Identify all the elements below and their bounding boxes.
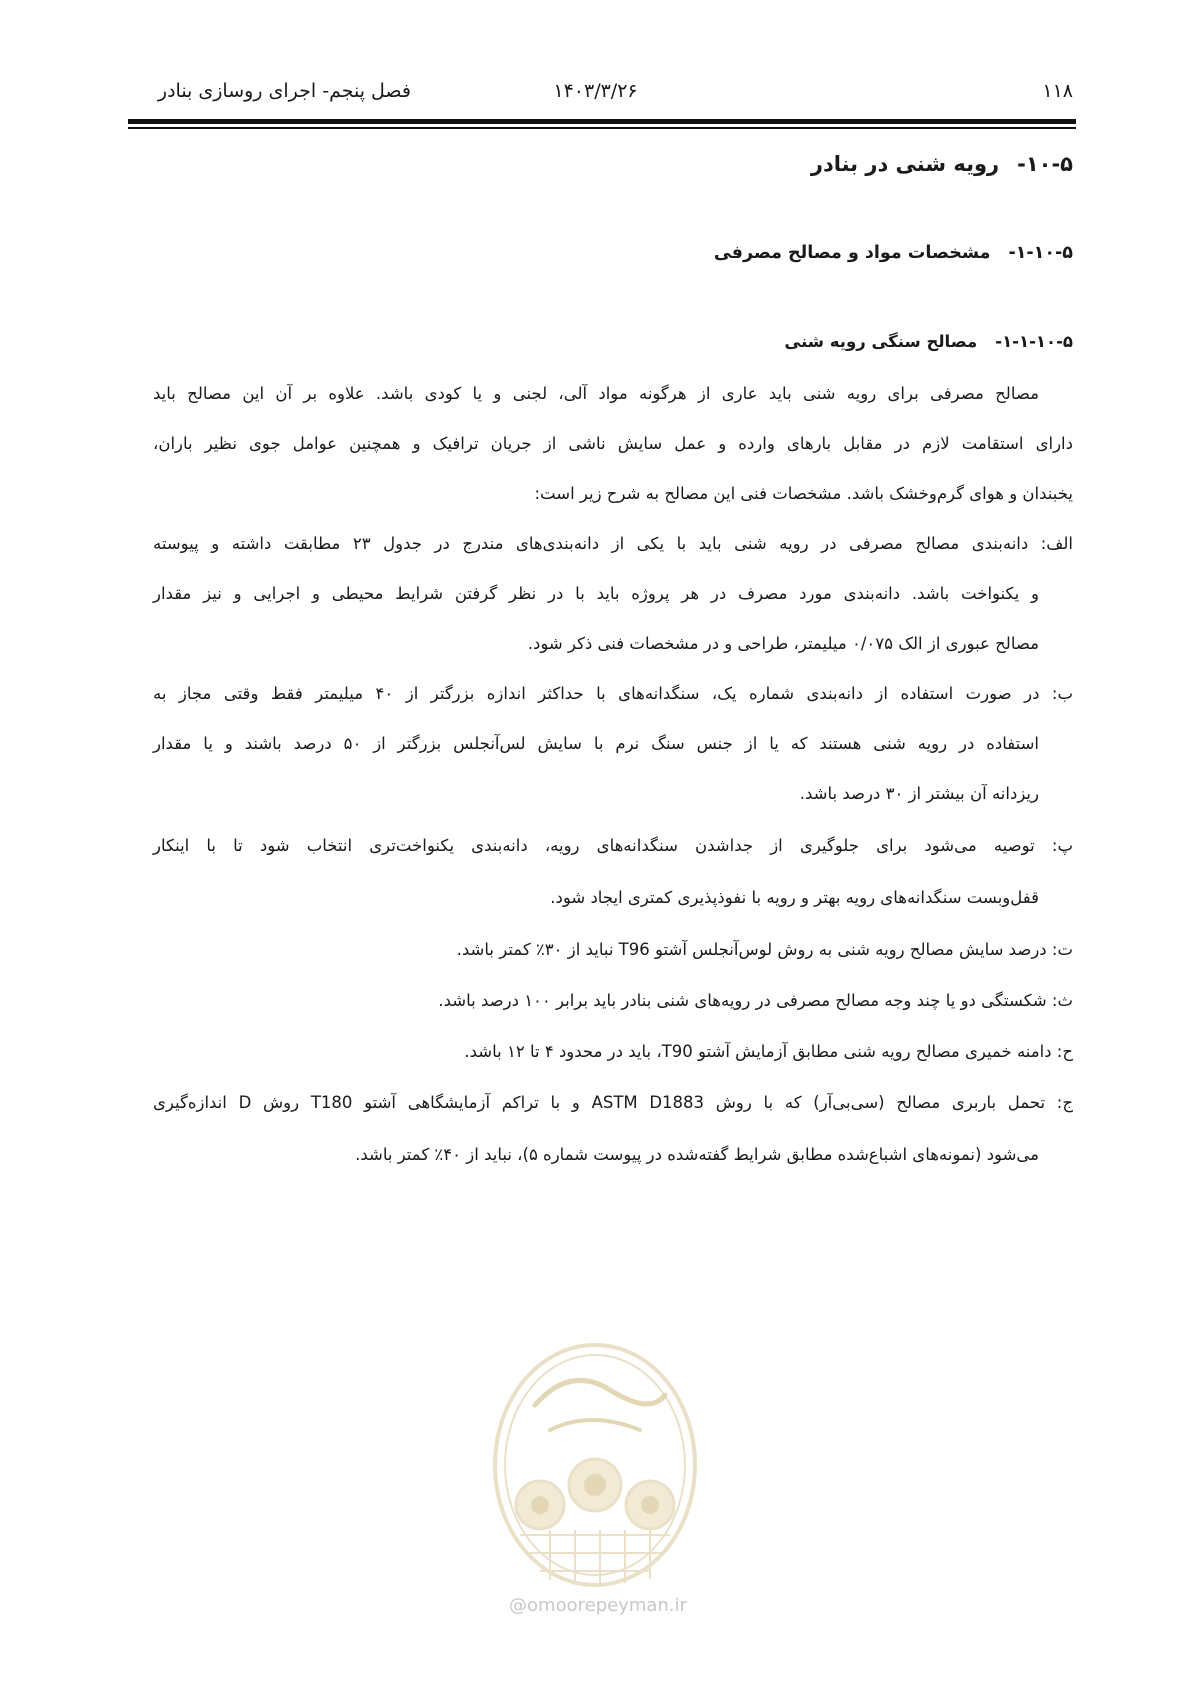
paragraph-line: مصالح مصرفی برای رویه شنی باید عاری از هرگونه مواد آلی، لجنی و یا کودی باشد. علاوه بر آن این مصالح باید — [153, 384, 1039, 403]
list-item-line: می‌شود (نمونه‌های اشباع‌شده مطابق شرایط گفته‌شده در پیوست شماره ۵)، نباید از ۴۰٪ کمتر باشد. — [355, 1145, 1039, 1164]
list-item-line: ج: تحمل باربری مصالح (سی‌بی‌آر) که با روش ASTM D1883 و با تراکم آزمایشگاهی آشتو T180 روش D اندازه‌گیری — [153, 1093, 1073, 1112]
list-item-line: الف: دانه‌بندی مصالح مصرفی در رویه شنی باید با یکی از دانه‌بندی‌های مندرج در جدول ۲۳ مطابقت داشته و پیوسته — [153, 534, 1073, 553]
subsubsection-number: ۱-۱-۱۰-۵- — [995, 332, 1073, 351]
paragraph-line: یخبندان و هوای گرم‌وخشک باشد. مشخصات فنی این مصالح به شرح زیر است: — [534, 484, 1073, 503]
section-title: رویه شنی در بنادر — [810, 152, 1000, 176]
watermark-site: @omoorepeyman.ir — [509, 1595, 687, 1616]
watermark-logo-icon — [480, 1335, 710, 1595]
list-item-line: قفل‌وبست سنگدانه‌های رویه بهتر و رویه با نفوذپذیری کمتری ایجاد شود. — [550, 888, 1039, 907]
header-rule-thick — [128, 119, 1076, 124]
subsubsection-title: مصالح سنگی رویه شنی — [784, 332, 978, 351]
list-item-line: ب: در صورت استفاده از دانه‌بندی شماره یک، سنگدانه‌های با حداکثر اندازه بزرگتر از ۴۰ میلیمتر فقط وقتی مجاز به — [153, 684, 1073, 703]
list-item-line: ح: دامنه خمیری مصالح رویه شنی مطابق آزمایش آشتو T90، باید در محدود ۴ تا ۱۲ باشد. — [464, 1042, 1073, 1061]
subsubsection-heading — [784, 332, 1073, 351]
list-item-line: ت: درصد سایش مصالح رویه شنی به روش لوس‌آنجلس آشتو T96 نباید از ۳۰٪ کمتر باشد. — [456, 940, 1073, 959]
list-item-line: ریزدانه آن بیشتر از ۳۰ درصد باشد. — [799, 784, 1039, 803]
section-heading — [811, 152, 1073, 176]
list-item-line: و یکنواخت باشد. دانه‌بندی مورد مصرف در هر پروژه باید با در نظر گرفتن شرایط محیطی و اجرایی و نیز مقدار — [153, 584, 1039, 603]
list-item-line: استفاده در رویه شنی هستند که یا از جنس سنگ نرم با سایش لس‌آنجلس بزرگتر از ۵۰ درصد باشند و یا مقدار — [153, 734, 1039, 753]
subsection-number: ۱-۱۰-۵- — [1008, 243, 1073, 263]
subsection-title: مشخصات مواد و مصالح مصرفی — [713, 243, 991, 263]
list-item-line: پ: توصیه می‌شود برای جلوگیری از جداشدن سنگدانه‌های رویه، دانه‌بندی یکنواخت‌تری انتخاب شود تا با اینکار — [153, 836, 1073, 855]
page-number: ۱۱۸ — [1042, 80, 1073, 102]
paragraph-line: دارای استقامت لازم در مقابل بارهای وارده و عمل سایش ناشی از جریان ترافیک و همچنین عوامل جوی نظیر باران، — [153, 434, 1073, 453]
subsection-heading — [714, 243, 1073, 263]
header-date: ۱۴۰۳/۳/۲۶ — [553, 80, 638, 102]
list-item-line: ث: شکستگی دو یا چند وجه مصالح مصرفی در رویه‌های شنی بنادر باید برابر ۱۰۰ درصد باشد. — [438, 991, 1073, 1010]
header-rule-thin — [128, 127, 1076, 129]
chapter-title: فصل پنجم- اجرای روسازی بنادر — [157, 80, 411, 102]
list-item-line: مصالح عبوری از الک ۰/۰۷۵ میلیمتر، طراحی و در مشخصات فنی ذکر شود. — [527, 634, 1039, 653]
section-number: ۱۰-۵- — [1017, 152, 1073, 176]
